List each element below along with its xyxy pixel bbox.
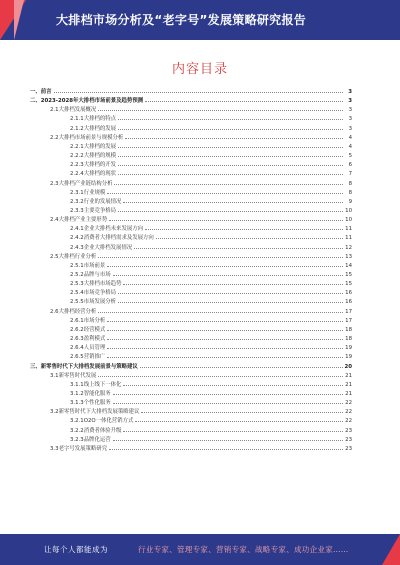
toc-leader-dots bbox=[118, 293, 343, 294]
toc-entry-page: 11 bbox=[345, 235, 352, 242]
header-bar bbox=[0, 0, 400, 40]
toc-entry-page: 15 bbox=[345, 281, 352, 288]
toc-entry[interactable] bbox=[50, 104, 352, 113]
toc-entry-label: 3.1新零售时代发展 bbox=[50, 372, 97, 379]
toc-leader-dots bbox=[145, 101, 343, 102]
toc-entry-page: 3 bbox=[348, 107, 352, 114]
toc-entry-page: 9 bbox=[348, 198, 352, 205]
toc-entry-label: 2.6.4人员管理 bbox=[70, 345, 106, 352]
toc-entry-label: 2.4.2消费者大排档需求及发展方向 bbox=[70, 235, 154, 242]
toc-leader-dots bbox=[107, 348, 343, 349]
toc-leader-dots bbox=[123, 202, 343, 203]
toc-entry-label: 3.1.3个性化服务 bbox=[70, 400, 111, 407]
toc-entry-label: 三、新零售时代下大排档发展前景与策略建议 bbox=[30, 363, 138, 370]
toc-entry[interactable] bbox=[70, 333, 352, 342]
toc-entry-page: 3 bbox=[348, 98, 352, 105]
toc-entry-label: 2.4.3企业大排档发展情况 bbox=[70, 244, 133, 251]
toc-entry-label: 2.1.1大排档的特点 bbox=[70, 116, 117, 123]
toc-leader-dots bbox=[107, 357, 343, 358]
toc-leader-dots bbox=[107, 321, 343, 322]
toc-entry[interactable] bbox=[70, 278, 352, 287]
toc-entry-label: 一、前言 bbox=[30, 89, 52, 95]
toc-leader-dots bbox=[113, 275, 343, 276]
toc-entry-label: 3.2.1O2O一体化营销方式 bbox=[70, 418, 134, 425]
toc-entry-label: 2.3.3主要竞争格局 bbox=[70, 207, 117, 214]
toc-leader-dots bbox=[145, 229, 343, 230]
toc-entry[interactable] bbox=[50, 370, 352, 379]
toc-leader-dots bbox=[118, 156, 343, 157]
footer-slogan: 让每个人都能成为 bbox=[44, 545, 108, 554]
toc-entry-page: 14 bbox=[345, 262, 352, 269]
toc-entry-page: 16 bbox=[345, 299, 352, 306]
toc-entry-page: 19 bbox=[345, 345, 352, 352]
toc-leader-dots bbox=[123, 385, 343, 386]
toc-entry-label: 2.6.1市场分析 bbox=[70, 317, 106, 324]
toc-entry-label: 2.5.2品牌与市场 bbox=[70, 272, 111, 278]
toc-entry[interactable] bbox=[70, 232, 352, 241]
toc-entry-page: 23 bbox=[345, 445, 352, 452]
toc-leader-dots bbox=[118, 119, 343, 120]
toc-entry[interactable] bbox=[50, 178, 352, 187]
toc-entry[interactable] bbox=[70, 415, 352, 424]
toc-entry-page: 19 bbox=[345, 354, 352, 361]
toc-entry[interactable] bbox=[70, 324, 352, 333]
toc-entry-label: 3.2.2消费者体验升级 bbox=[70, 427, 122, 434]
toc-entry-label: 2.5.3大排档市场趋势 bbox=[70, 281, 122, 288]
toc-entry-label: 二、2023-2028年大排档市场前景及趋势预测 bbox=[30, 98, 144, 105]
toc-entry-page: 3 bbox=[348, 89, 352, 95]
toc-entry[interactable] bbox=[70, 260, 352, 269]
toc-entry[interactable] bbox=[70, 150, 352, 159]
toc-entry[interactable] bbox=[50, 132, 352, 141]
toc-entry[interactable] bbox=[70, 315, 352, 324]
footer-red-stripe bbox=[382, 534, 400, 565]
toc-entry[interactable] bbox=[70, 379, 352, 388]
toc-entry-page: 12 bbox=[345, 244, 352, 251]
toc-leader-dots bbox=[113, 394, 343, 395]
toc-entry[interactable] bbox=[70, 296, 352, 305]
toc-entry[interactable] bbox=[70, 269, 352, 278]
toc-entry-label: 2.1.2大排档的发展 bbox=[70, 125, 117, 132]
toc-entry[interactable] bbox=[30, 361, 352, 370]
toc-entry-label: 2.2.1大排档的发展 bbox=[70, 143, 117, 150]
toc-leader-dots bbox=[118, 302, 343, 303]
toc-entry-page: 8 bbox=[348, 180, 352, 187]
toc-entry-page: 3 bbox=[348, 125, 352, 132]
toc-heading: 内容目录 bbox=[171, 62, 228, 77]
toc-entry-page: 6 bbox=[348, 162, 352, 169]
toc-entry-label: 2.2.2大排档的规模 bbox=[70, 153, 117, 160]
toc-entry-page: 18 bbox=[345, 336, 352, 343]
toc-entry-page: 10 bbox=[345, 217, 352, 224]
toc-leader-dots bbox=[118, 147, 343, 148]
toc-entry[interactable] bbox=[70, 113, 352, 122]
toc-entry-label: 3.1.1线上线下一体化 bbox=[70, 381, 122, 388]
toc-entry[interactable] bbox=[70, 242, 352, 251]
toc-entry-page: 22 bbox=[345, 409, 352, 416]
toc-entry[interactable] bbox=[70, 342, 352, 351]
toc-entry-page: 17 bbox=[345, 308, 352, 315]
toc-entry-label: 2.3.2行业的发展情况 bbox=[70, 198, 122, 205]
toc-entry-page: 4 bbox=[348, 143, 352, 150]
toc-entry-label: 3.2新零售时代下大排档发展策略建议 bbox=[50, 409, 140, 416]
toc-entry-label: 3.1.2智能化服务 bbox=[70, 390, 111, 397]
toc-leader-dots bbox=[109, 220, 343, 221]
toc-entry[interactable] bbox=[70, 388, 352, 397]
toc-entry-label: 2.4.1企业大排档未来发展方向 bbox=[70, 226, 144, 233]
toc-entry[interactable] bbox=[50, 214, 352, 223]
toc-leader-dots bbox=[135, 421, 343, 422]
toc-entry-label: 2.5大排档行业分析 bbox=[50, 253, 97, 260]
toc-entry-page: 3 bbox=[348, 116, 352, 123]
toc-entry-page: 21 bbox=[345, 381, 352, 388]
toc-leader-dots bbox=[118, 129, 343, 130]
toc-leader-dots bbox=[123, 431, 343, 432]
toc-entry-label: 2.6.3盈利模式 bbox=[70, 336, 106, 343]
toc-leader-dots bbox=[109, 449, 343, 450]
toc-entry[interactable] bbox=[50, 443, 352, 452]
toc-entry-label: 3.3老字号发展策略研究 bbox=[50, 445, 108, 452]
toc-leader-dots bbox=[118, 211, 343, 212]
report-title: 大排档市场分析及“老字号”发展策略研究报告 bbox=[56, 13, 307, 27]
toc-entry-label: 2.1大排档发展概况 bbox=[50, 107, 97, 114]
toc-entry-page: 23 bbox=[345, 436, 352, 443]
toc-entry-page: 21 bbox=[345, 372, 352, 379]
toc-entry[interactable] bbox=[30, 86, 352, 95]
toc-entry[interactable] bbox=[50, 406, 352, 415]
toc-leader-dots bbox=[107, 193, 343, 194]
toc-entry[interactable] bbox=[70, 159, 352, 168]
toc-leader-dots bbox=[118, 165, 343, 166]
toc-entry-page: 20 bbox=[344, 363, 352, 370]
toc-entry-page: 17 bbox=[345, 317, 352, 324]
toc-entry-page: 22 bbox=[345, 418, 352, 425]
toc-entry-label: 2.4大排档产业主要形势 bbox=[50, 217, 108, 224]
toc-entry-label: 2.6.5营销推广 bbox=[70, 354, 106, 361]
toc-entry-page: 22 bbox=[345, 400, 352, 407]
toc-entry-page: 18 bbox=[345, 326, 352, 333]
toc-entry[interactable] bbox=[70, 205, 352, 214]
toc-entry-page: 10 bbox=[345, 207, 352, 214]
toc-leader-dots bbox=[114, 184, 343, 185]
toc-leader-dots bbox=[98, 110, 343, 111]
toc-leader-dots bbox=[118, 174, 343, 175]
toc-entry[interactable] bbox=[70, 397, 352, 406]
toc-entry-label: 3.2.3品牌化运营 bbox=[70, 436, 111, 443]
toc-leader-dots bbox=[125, 138, 343, 139]
toc-entry-label: 2.3大排档产业链结构分析 bbox=[50, 180, 113, 187]
toc-leader-dots bbox=[140, 367, 343, 368]
toc-entry-page: 7 bbox=[348, 171, 352, 178]
toc-entry[interactable] bbox=[70, 168, 352, 177]
toc-entry-page: 5 bbox=[348, 153, 352, 160]
toc-entry[interactable] bbox=[70, 123, 352, 132]
toc-entry[interactable] bbox=[70, 434, 352, 443]
toc-entry-page: 23 bbox=[345, 427, 352, 434]
toc-entry[interactable] bbox=[50, 306, 352, 315]
toc-entry-label: 2.6.2经营模式 bbox=[70, 326, 106, 333]
toc-entry-page: 21 bbox=[345, 390, 352, 397]
toc-entry-label: 2.6大排档经营分析 bbox=[50, 308, 97, 315]
toc-leader-dots bbox=[98, 376, 343, 377]
toc-entry[interactable] bbox=[30, 95, 352, 104]
toc-leader-dots bbox=[113, 403, 343, 404]
footer-experts: 行业专家、管理专家、营销专家、战略专家、成功企业家…… bbox=[138, 545, 349, 554]
toc-leader-dots bbox=[156, 238, 343, 239]
toc-entry[interactable] bbox=[70, 141, 352, 150]
toc-entry[interactable] bbox=[70, 351, 352, 360]
toc-leader-dots bbox=[98, 312, 343, 313]
toc-entry-label: 2.2.4大排档的现状 bbox=[70, 171, 117, 178]
toc-entry-page: 4 bbox=[348, 134, 352, 141]
toc-entry-page: 15 bbox=[345, 272, 352, 278]
toc-entry-page: 8 bbox=[348, 189, 352, 196]
toc-leader-dots bbox=[107, 330, 343, 331]
toc-entry-page: 11 bbox=[345, 226, 352, 233]
footer-bar bbox=[0, 534, 400, 565]
toc-entry[interactable] bbox=[70, 187, 352, 196]
toc-entry[interactable] bbox=[50, 251, 352, 260]
toc-entry-label: 2.5.4市场竞争格局 bbox=[70, 290, 117, 297]
toc-leader-dots bbox=[107, 339, 343, 340]
toc-leader-dots bbox=[107, 266, 343, 267]
toc-leader-dots bbox=[113, 440, 343, 441]
toc-leader-dots bbox=[54, 92, 343, 93]
toc-entry-label: 2.2.3大排档的开发 bbox=[70, 162, 117, 169]
toc-entry[interactable] bbox=[70, 425, 352, 434]
toc-leader-dots bbox=[123, 284, 343, 285]
toc-leader-dots bbox=[141, 412, 343, 413]
toc-entry-label: 2.2大排档市场前景与规模分析 bbox=[50, 134, 124, 141]
toc-entry-label: 2.3.1行业规模 bbox=[70, 189, 106, 196]
toc-entry[interactable] bbox=[70, 287, 352, 296]
toc-leader-dots bbox=[134, 248, 343, 249]
toc-entry-page: 16 bbox=[345, 290, 352, 297]
toc-entry-label: 2.5.5市场发展分析 bbox=[70, 299, 117, 306]
toc-entry-label: 2.5.1市场前景 bbox=[70, 262, 106, 269]
toc-entry[interactable] bbox=[70, 196, 352, 205]
header-pink-stripe bbox=[14, 0, 24, 40]
toc-entry[interactable] bbox=[70, 223, 352, 232]
toc-entry-page: 13 bbox=[345, 253, 352, 260]
toc-leader-dots bbox=[98, 257, 343, 258]
